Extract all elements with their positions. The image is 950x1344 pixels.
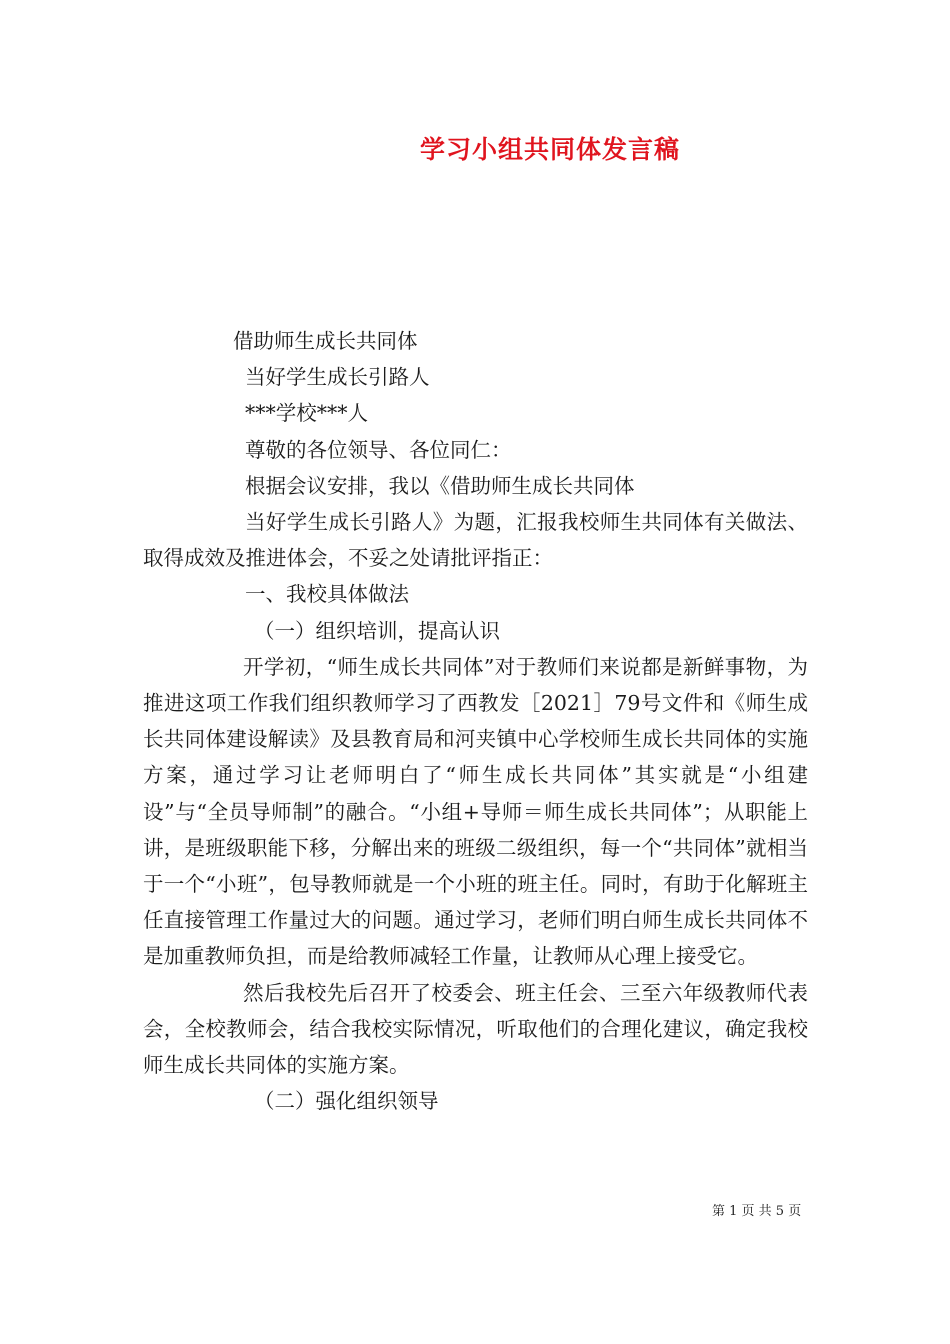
document-title: 学习小组共同体发言稿 — [419, 135, 680, 164]
subsection-heading: （二）强化组织领导 — [254, 1089, 439, 1114]
body-paragraph: 然后我校先后召开了校委会、班主任会、三至六年级教师代表会，全校教师会，结合我校实际情况，听取他们的合理化建议，确定我校师生成长共同体的实施方案。 — [143, 980, 808, 1078]
salutation: 尊敬的各位领导、各位同仁： — [245, 437, 512, 462]
section-heading: 一、我校具体做法 — [245, 582, 409, 607]
subsection-heading: （一）组织培训，提高认识 — [254, 618, 500, 643]
document-body — [143, 323, 808, 1119]
subtitle-line-1: 借助师生成长共同体 — [233, 329, 418, 353]
subtitle-line-2: 当好学生成长引路人 — [245, 365, 430, 390]
body-paragraph: 开学初，“师生成长共同体”对于教师们来说都是新鲜事物，为推进这项工作我们组织教师学习了西教发［2021］79号文件和《师生成长共同体建设解读》及县教育局和河夹镇中心学校师生成长共同体的实施方案，通过学习让老师明白了“师生成长共同体”其实就是“小组建设”与“全员导师制”的融合。“小组+导师＝师生成长共同体”；从职能上讲，是班级职能下移，分解出来的班级二级组织，每一个“共同体”就相当于一个“小班”，包导教师就是一个小班的班主任。同时，有助于化解班主任直接管理工作量过大的问题。通过学习，老师们明白师生成长共同体不是加重教师负担，而是给教师减轻工作量，让教师从心理上接受它。 — [143, 654, 808, 969]
page-number: 第 1 页 共 5 页 — [712, 1204, 802, 1219]
author-line: ***学校***人 — [245, 401, 368, 426]
body-paragraph: 根据会议安排，我以《借助师生成长共同体 — [245, 473, 635, 498]
body-paragraph: 当好学生成长引路人》为题，汇报我校师生共同体有关做法、取得成效及推进体会，不妥之处请批评指正： — [143, 510, 808, 571]
